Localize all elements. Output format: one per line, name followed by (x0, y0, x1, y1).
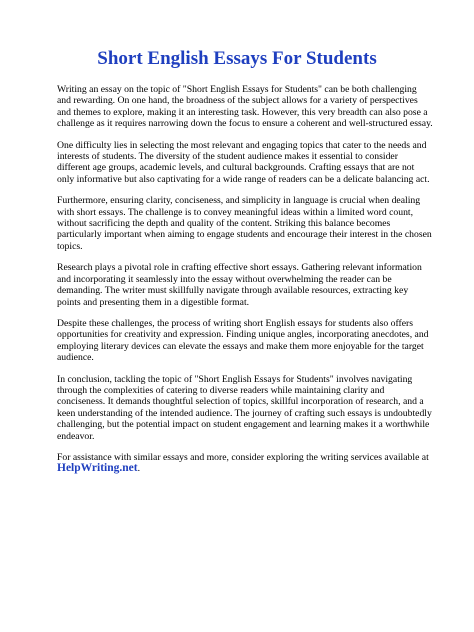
paragraph-research: Research plays a pivotal role in crafting effective short essays. Gathering relevant information and incorporating it seamlessly into the essay without overwhelming the reader can be demanding. The writer must skillfully navigate through available resources, extracting key points and presenting them in a digestible format. (57, 262, 422, 308)
paragraph-creativity: Despite these challenges, the process of writing short English essays for students also offers opportunities for creativity and expression. Finding unique angles, incorporating anecdotes, and employing literary devices can elevate the essays and make them more enjoyable for the target audience. (57, 317, 429, 364)
paragraph-closing (57, 452, 433, 475)
closing-text: For assistance with similar essays and more, consider exploring the writing services available at (57, 451, 429, 463)
closing-suffix: . (137, 463, 141, 475)
paragraph-conclusion: In conclusion, tackling the topic of "Short English Essays for Students" involves navigating through the complexities of catering to diverse readers while maintaining clarity and conciseness. It demands thoughtful selection of topics, skillful incorporation of research, and a keen understanding of the intended audience. The journey of crafting such essays is undoubtedly challenging, but the potential impact on student engagement and learning makes it a worthwhile endeavor. (57, 373, 432, 442)
paragraph-intro: Writing an essay on the topic of "Short English Essays for Students" can be both challenging and rewarding. On one hand, the broadness of the subject allows for a variety of perspectives and themes to explore, making it an interesting task. However, this very breadth can also pose a challenge as it requires narrowing down the focus to ensure a coherent and well-structured essay. (57, 84, 433, 130)
paragraph-clarity: Furthermore, ensuring clarity, conciseness, and simplicity in language is crucial when dealing with short essays. The challenge is to convey meaningful ideas within a limited word count, without sacrificing the depth and quality of the content. Striking this balance becomes particularly important when aiming to engage students and encourage their interest in the chosen topics. (57, 195, 432, 252)
helpwriting-link[interactable]: HelpWriting.net (57, 462, 138, 475)
paragraph-difficulty: One difficulty lies in selecting the most relevant and engaging topics that cater to the needs and interests of students. The diversity of the student audience makes it essential to consider different age groups, academic levels, and cultural backgrounds. Crafting essays that are not only informative but also captivating for a wide range of readers can be a delicate balancing act. (57, 139, 430, 185)
document-title: Short English Essays For Students (97, 48, 377, 69)
document-body (57, 84, 433, 485)
